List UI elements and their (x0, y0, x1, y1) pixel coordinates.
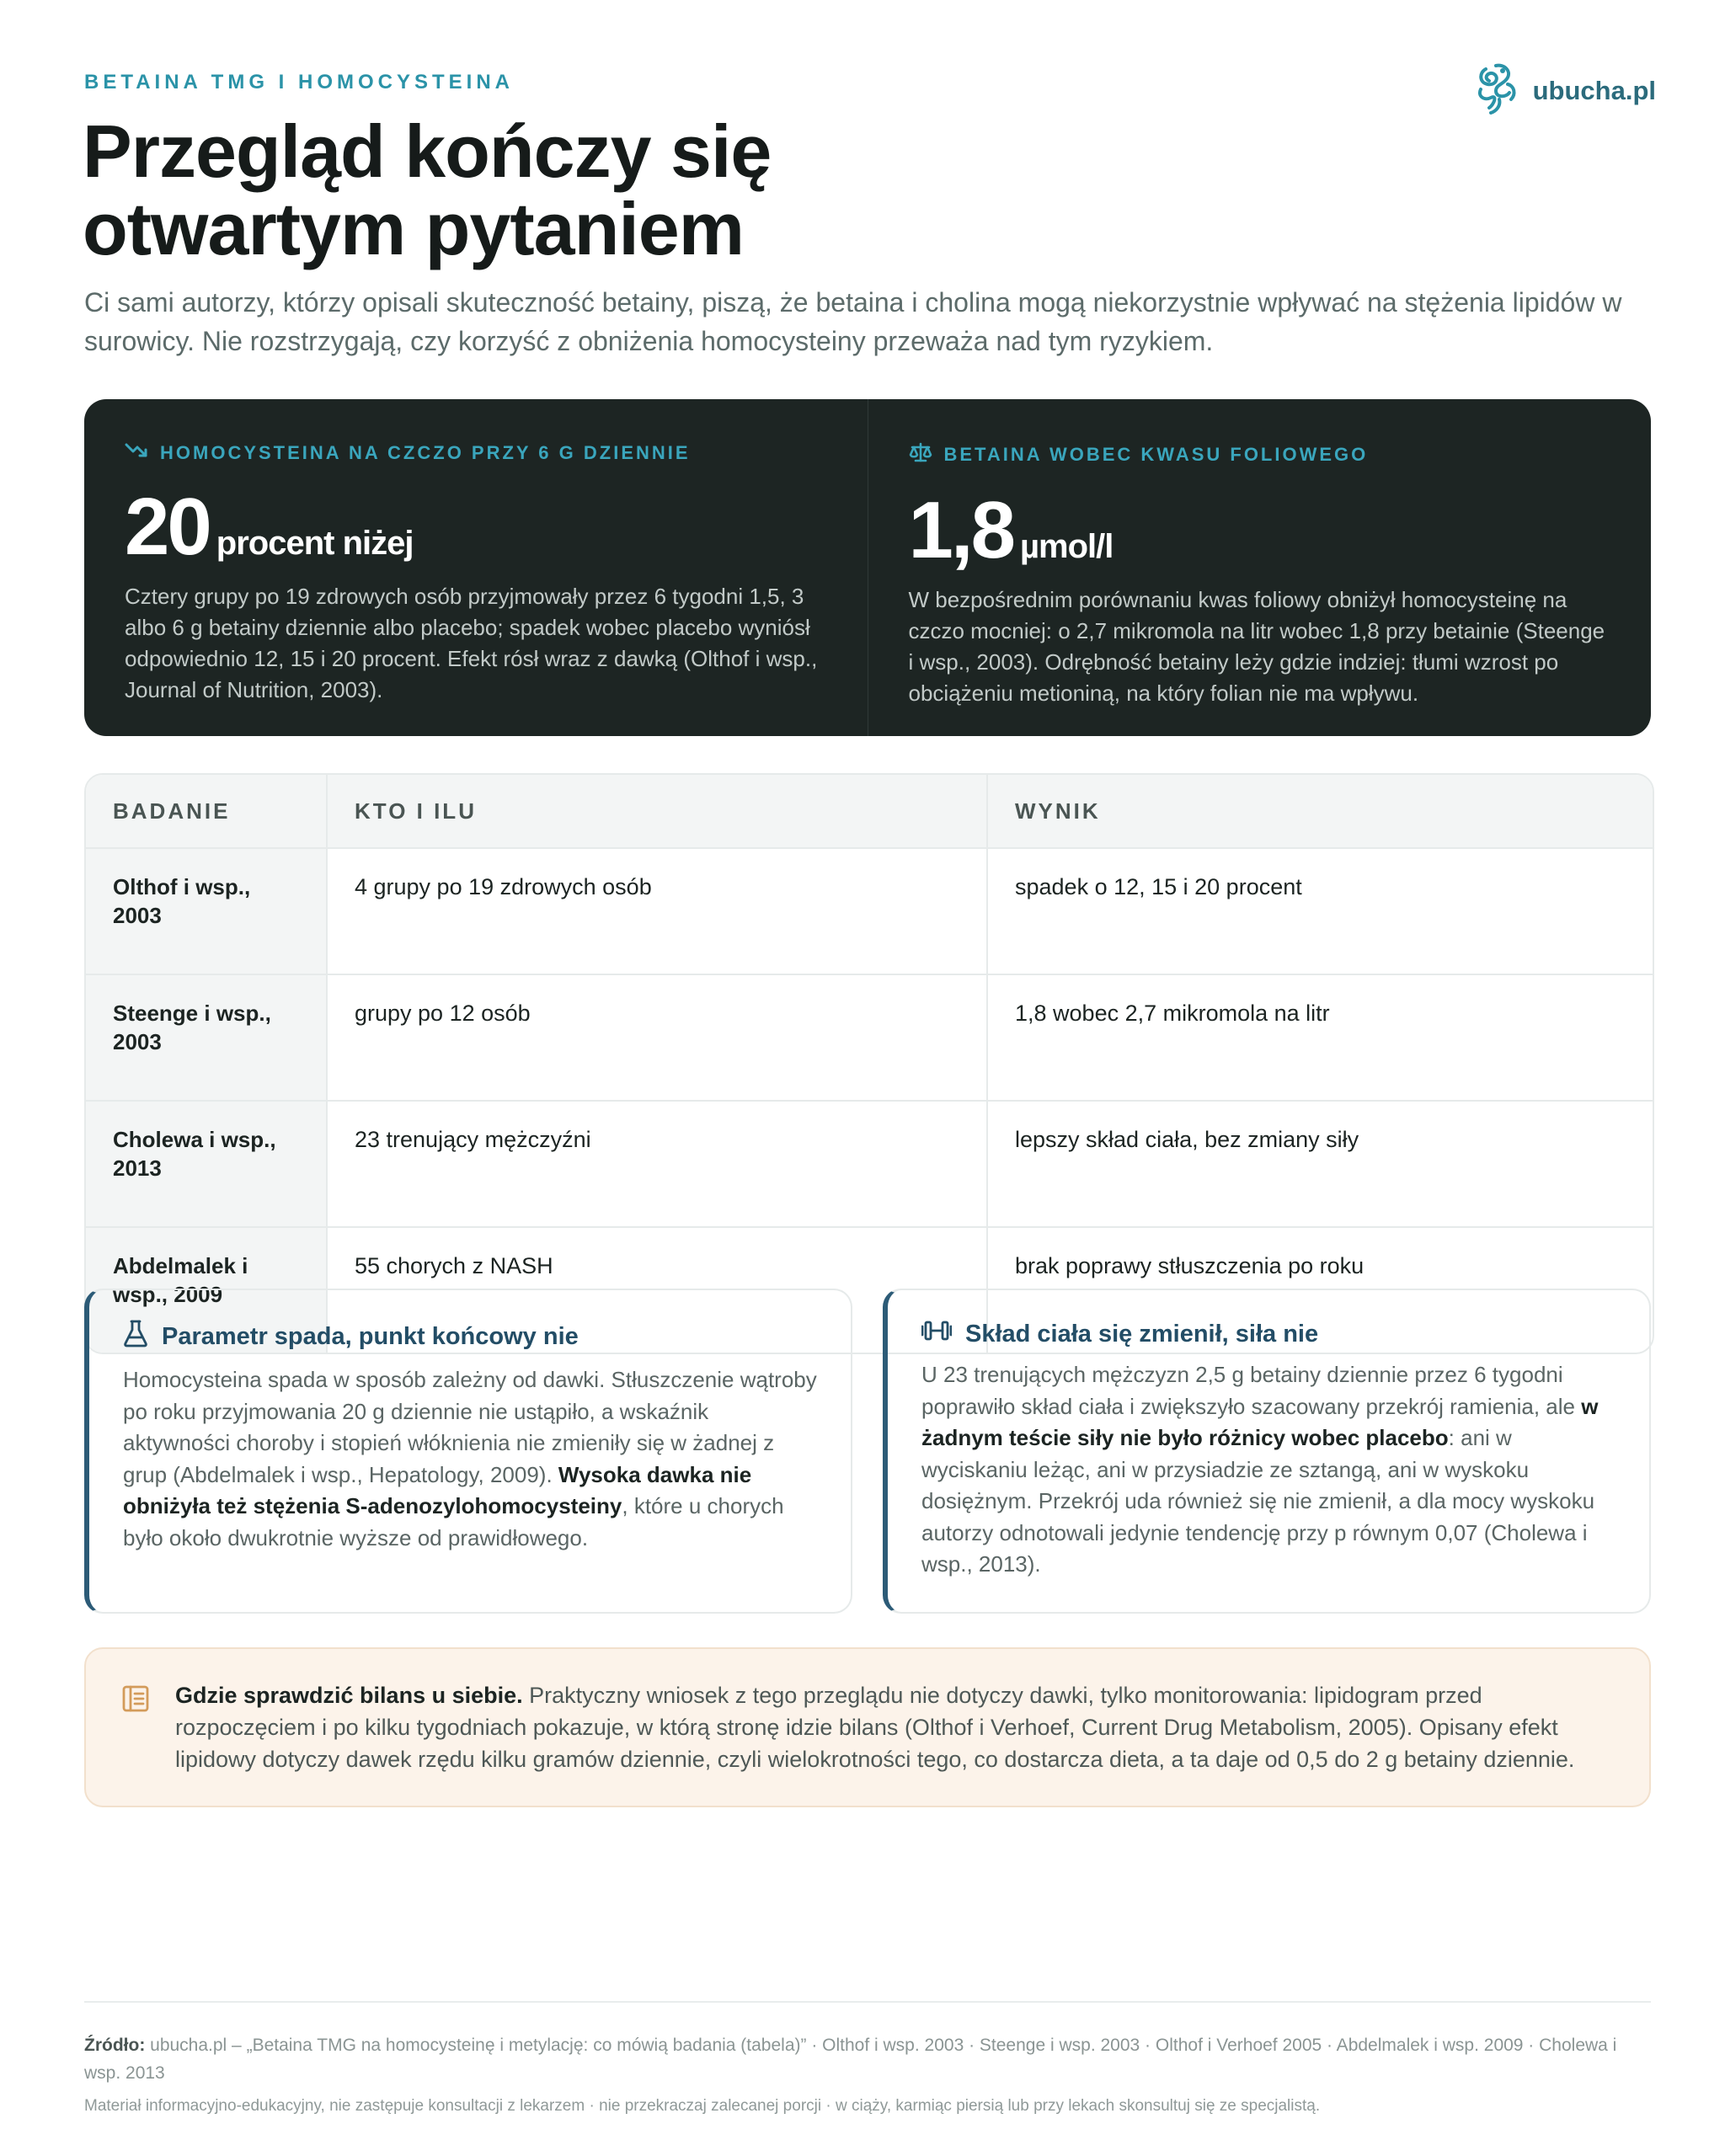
card-title (921, 1319, 1616, 1349)
card-body-text: U 23 trenujących mężczyzn 2,5 g betainy dziennie przez 6 tygodni poprawiło skład ciała i zwiększyło szacowany przekrój ramienia, ale (921, 1362, 1582, 1419)
footer-divider (84, 2001, 1651, 2003)
table-cell-who: 4 grupy po 19 zdrowych osób (327, 848, 987, 974)
kicker: BETAINA TMG I HOMOCYSTEINA (84, 71, 514, 93)
card-body-composition (883, 1289, 1651, 1614)
practical-note (84, 1647, 1651, 1807)
card-body-text: : ani w wyciskaniu leżąc, ani w przysiadzie ze sztangą, ani w wyskoku dosiężnym. Przekrój uda również się nie zmienił, a dla mocy wyskoku autorzy odnotowali jedynie tendencję przy p równym 0,07 (Cholewa i wsp., 2013). (921, 1425, 1595, 1577)
card-body-text: , które u chorych było około dwukrotnie wyższe od prawidłowego. (123, 1493, 784, 1550)
card-body (921, 1359, 1616, 1581)
disclaimer: Materiał informacyjno-edukacyjny, nie zastępuje konsultacji z lekarzem · nie przekraczaj zalecanej porcji · w ciąży, karmiąc piersią lub przy lekach skonsultuj się ze specjalistą. (84, 2097, 1321, 2115)
stat-label-text: BETAINA WOBEC KWASU FOLIOWEGO (943, 444, 1369, 465)
table-cell-study: Cholewa i wsp., 2013 (86, 1101, 327, 1227)
logo-text: ubucha.pl (1532, 75, 1656, 105)
stat-label-text: HOMOCYSTEINA NA CZCZO PRZY 6 G DZIENNIE (160, 442, 691, 463)
card-body (123, 1364, 817, 1554)
title-line-1: Przegląd kończy się (83, 109, 772, 193)
table-cell-result: 1,8 wobec 2,7 mikromola na litr (987, 974, 1653, 1101)
stat-label (125, 441, 827, 465)
table-row (86, 974, 1653, 1101)
stat-value (125, 483, 827, 571)
table-cell-result: lepszy skład ciała, bez zmiany siły (987, 1101, 1653, 1227)
table-cell-result: spadek o 12, 15 i 20 procent (987, 848, 1653, 974)
card-body-bold: Wysoka dawka nie obniżyła też stężenia S-adenozylohomocysteiny (123, 1461, 752, 1518)
table-cell-study: Olthof i wsp., 2003 (86, 848, 327, 974)
title-line-2: otwartym pytaniem (83, 187, 744, 270)
stat-number: 1,8 (908, 485, 1013, 575)
table-header-row (86, 775, 1653, 848)
stat-unit: procent niżej (216, 525, 414, 562)
table-cell-who: 55 chorych z NASH (327, 1227, 987, 1353)
document-icon (121, 1684, 150, 1721)
stat-number: 20 (125, 482, 210, 572)
table-row (86, 848, 1653, 974)
column-header-result: WYNIK (987, 775, 1653, 848)
card-parameter-falls (84, 1289, 852, 1614)
sea-creature-logo-icon (1471, 59, 1521, 122)
flask-icon (123, 1319, 148, 1354)
studies-table (84, 773, 1654, 1354)
stats-panel (84, 399, 1651, 736)
card-body-bold: w żadnym teście siły nie było różnicy wobec placebo (921, 1393, 1599, 1450)
column-header-who: KTO I ILU (327, 775, 987, 848)
table-cell-study: Abdelmalek i wsp., 2009 (86, 1227, 327, 1353)
stat-label (909, 441, 1611, 468)
note-text: Praktyczny wniosek z tego przeglądu nie dotyczy dawki, tylko monitorowania: lipidogram przed rozpoczęciem i po kilku tygodniach pokazuje, w którą stronę idzie bilans (Olthof i Verhoef, Current Drug Metabolism, 2005). Opisany efekt lipidowy dotyczy dawek rzędu kilku gramów dziennie, czyli wielokrotności tego, co dostarcza dieta, a ta daje od 0,5 do 2 g betainy dziennie. (175, 1683, 1575, 1772)
card-title-text: Parametr spada, punkt końcowy nie (162, 1322, 579, 1350)
table-cell-who: 23 trenujący mężczyźni (327, 1101, 987, 1227)
trend-down-icon (125, 441, 148, 465)
note-bold: Gdzie sprawdzić bilans u siebie. (175, 1683, 523, 1708)
page-title (83, 109, 1009, 270)
source-label: Źródło: (84, 2036, 146, 2055)
scale-icon (909, 441, 932, 468)
table-cell-study: Steenge i wsp., 2003 (86, 974, 327, 1101)
card-title-text: Skład ciała się zmienił, siła nie (965, 1320, 1319, 1348)
stat-value (909, 487, 1611, 574)
table-cell-result: brak poprawy stłuszczenia po roku (987, 1227, 1653, 1353)
stat-betaine-vs-folate (868, 399, 1652, 736)
logo[interactable] (1471, 59, 1656, 122)
column-header-study: BADANIE (86, 775, 327, 848)
lead-paragraph: Ci sami autorzy, którzy opisali skuteczność betainy, piszą, że betaina i cholina mogą niekorzystnie wpływać na stężenia lipidów w surowicy. Nie rozstrzygają, czy korzyść z obniżenia homocysteiny przeważa nad tym ryzykiem. (84, 287, 1622, 356)
table-cell-who: grupy po 12 osób (327, 974, 987, 1101)
card-title (123, 1319, 817, 1354)
stat-description: Cztery grupy po 19 zdrowych osób przyjmowały przez 6 tygodni 1,5, 3 albo 6 g betainy dziennie albo placebo; spadek wobec placebo wyniósł odpowiednio 12, 15 i 20 procent. Efekt rósł wraz z dawką (Olthof i wsp., Journal of Nutrition, 2003). (125, 584, 818, 702)
stat-description: W bezpośrednim porównaniu kwas foliowy obniżył homocysteinę na czczo mocniej: o 2,7 mikromola na litr wobec 1,8 przy betainie (Steenge i wsp., 2003). Odrębność betainy leży gdzie indziej: tłumi wzrost po obciążeniu metioniną, na który folian nie ma wpływu. (908, 587, 1605, 706)
dumbbell-icon (921, 1319, 952, 1349)
table-row (86, 1101, 1653, 1227)
stat-unit: µmol/l (1019, 528, 1114, 565)
card-body-text: Homocysteina spada w sposób zależny od dawki. Stłuszczenie wątroby po roku przyjmowania 20 g dziennie nie ustąpiło, a wskaźnik aktywności choroby i stopień włóknienia nie zmieniły się w żadnej z grup (Abdelmalek i wsp., Hepatology, 2009). (123, 1367, 817, 1487)
source-line (84, 2031, 1651, 2087)
stat-homocysteine (84, 399, 868, 736)
source-text: ubucha.pl – „Betaina TMG na homocysteinę i metylację: co mówią badania (tabela)” · Olthof i wsp. 2003 · Steenge i wsp. 2003 · Olthof i Verhoef 2005 · Abdelmalek i wsp. 2009 · Cholewa i wsp. 2013 (84, 2036, 1617, 2083)
